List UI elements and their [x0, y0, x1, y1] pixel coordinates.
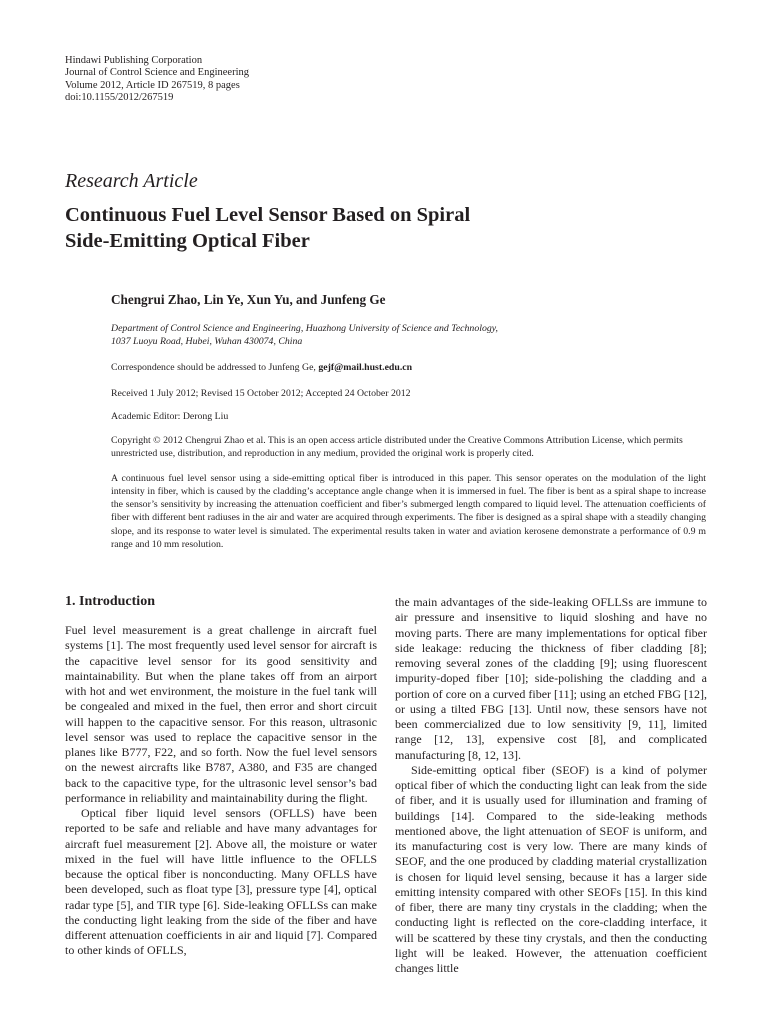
received-dates: Received 1 July 2012; Revised 15 October 2012; Accepted 24 October 2012	[111, 388, 411, 399]
academic-editor: Academic Editor: Derong Liu	[111, 411, 229, 422]
section-heading: 1. Introduction	[65, 594, 155, 609]
affiliation	[111, 322, 498, 348]
right-column	[395, 595, 707, 976]
correspondence-text: Correspondence should be addressed to Junfeng Ge,	[111, 362, 319, 373]
abstract: A continuous fuel level sensor using a side-emitting optical fiber is introduced in this paper. This sensor operates on the modulation of the light intensity in fiber, which is caused by the cladding’s acceptance angle change when it is immersed in fuel. The fiber is bent as a spiral shape to increase the sensor’s sensitivity by increasing the attenuation coefficient and fiber’s submerged length compared to liquid level. The attenuation coefficients of fiber with different bent radiuses in the air and water are acquired through experiments. The fiber is designed as a spiral shape with a steadily changing slope, and its response to water level is simulated. The experimental results taken in water and aviation kerosene demonstrate a performance of 0.9 m range and 10 mm resolution.	[111, 473, 706, 550]
journal-name: Journal of Control Science and Engineering	[65, 67, 249, 79]
paragraph: Side-emitting optical fiber (SEOF) is a kind of polymer optical fiber of which the conducting light can leak from the side of fiber, and it is usually used for illumination and framing of buildings [14]. Compared to the side-leaking methods mentioned above, the light attenuation of SEOF is uniform, and its manufacturing cost is very low. There are many kinds of SEOF, and the one produced by cladding material crystallization is chosen for liquid level sensing, because it has a larger side emitting intensity compared with other SEOFs [15]. In this kind of fiber, there are many tiny crystals in the cladding; when the conducting light is reflected on the core-cladding interface, it will be scattered by these tiny crystals, and then the conducting light will be leaked. However, the attenuation coefficient changes little	[395, 762, 707, 975]
correspondence-email[interactable]: gejf@mail.hust.edu.cn	[318, 362, 413, 373]
left-column	[65, 594, 377, 959]
paper-title	[65, 202, 470, 254]
publisher-name: Hindawi Publishing Corporation	[65, 55, 203, 66]
author-list: Chengrui Zhao, Lin Ye, Xun Yu, and Junfeng Ge	[111, 292, 386, 307]
affiliation-line-1: Department of Control Science and Engineering, Huazhong University of Science and Technology,	[111, 323, 499, 334]
volume-info: Volume 2012, Article ID 267519, 8 pages	[65, 79, 240, 91]
affiliation-line-2: 1037 Luoyu Road, Hubei, Wuhan 430074, China	[111, 336, 303, 347]
doi[interactable]: doi:10.1155/2012/267519	[65, 91, 174, 103]
paper-title-line-2: Side-Emitting Optical Fiber	[65, 230, 310, 252]
journal-header	[65, 55, 249, 104]
paper-title-line-1: Continuous Fuel Level Sensor Based on Spiral	[65, 204, 471, 226]
article-type: Research Article	[65, 170, 198, 192]
paragraph: the main advantages of the side-leaking OFLLSs are immune to air pressure and insensitive to liquid sloshing and have no moving parts. There are many implementations for optical fiber side leakage: reducing the thickness of fiber cladding [8]; removing several zones of the cladding [9]; using fluorescent impurity-doped fiber [10]; side-polishing the cladding and a portion of core on a curved fiber [11]; using an etched FBG [12], or using a tilted FBG [13]. Until now, these sensors have not been commercialized due to low sensitivity [9, 11], limited range [12, 13], expensive cost [8], and complicated manufacturing [8, 12, 13].	[395, 595, 707, 762]
correspondence	[111, 362, 412, 373]
paragraph: Optical fiber liquid level sensors (OFLLS) have been reported to be safe and reliable and have many advantages for aircraft fuel measurement [2]. Above all, the moisture or water mixed in the fuel will have little influence to the OFLLS because the optical fiber is nonconducting. Many OFLLS have been developed, such as float type [3], pressure type [4], optical radar type [5], and TIR type [6]. Side-leaking OFLLSs can make the conducting light leaking from the side of the fiber and have different attenuation coefficients in air and liquid [7]. Compared to other kinds of OFLLS,	[65, 806, 377, 958]
paragraph: Fuel level measurement is a great challenge in aircraft fuel systems [1]. The most frequently used level sensor for aircraft is the capacitive level sensor for its good sensitivity and maintainability. But when the plane takes off from an airport with hot and wet environment, the moisture in the fuel tank will be congealed and mixed in the fuel, then error and short circuit will happen to the capacitive sensor. For this reason, ultrasonic level sensor was used to replace the capacitive sensor in the planes like B777, F22, and so forth. Now the fuel level sensors on the newest aircrafts like B787, A380, and F35 are changed back to the capacitive type, for the ultrasonic level sensor’s bad performance in reliability and maintainability during the flight.	[65, 623, 377, 805]
copyright-notice: Copyright © 2012 Chengrui Zhao et al. This is an open access article distributed under the Creative Commons Attribution License, which permits unrestricted use, distribution, and reproduction in any medium, provided the original work is properly cited.	[111, 435, 683, 460]
